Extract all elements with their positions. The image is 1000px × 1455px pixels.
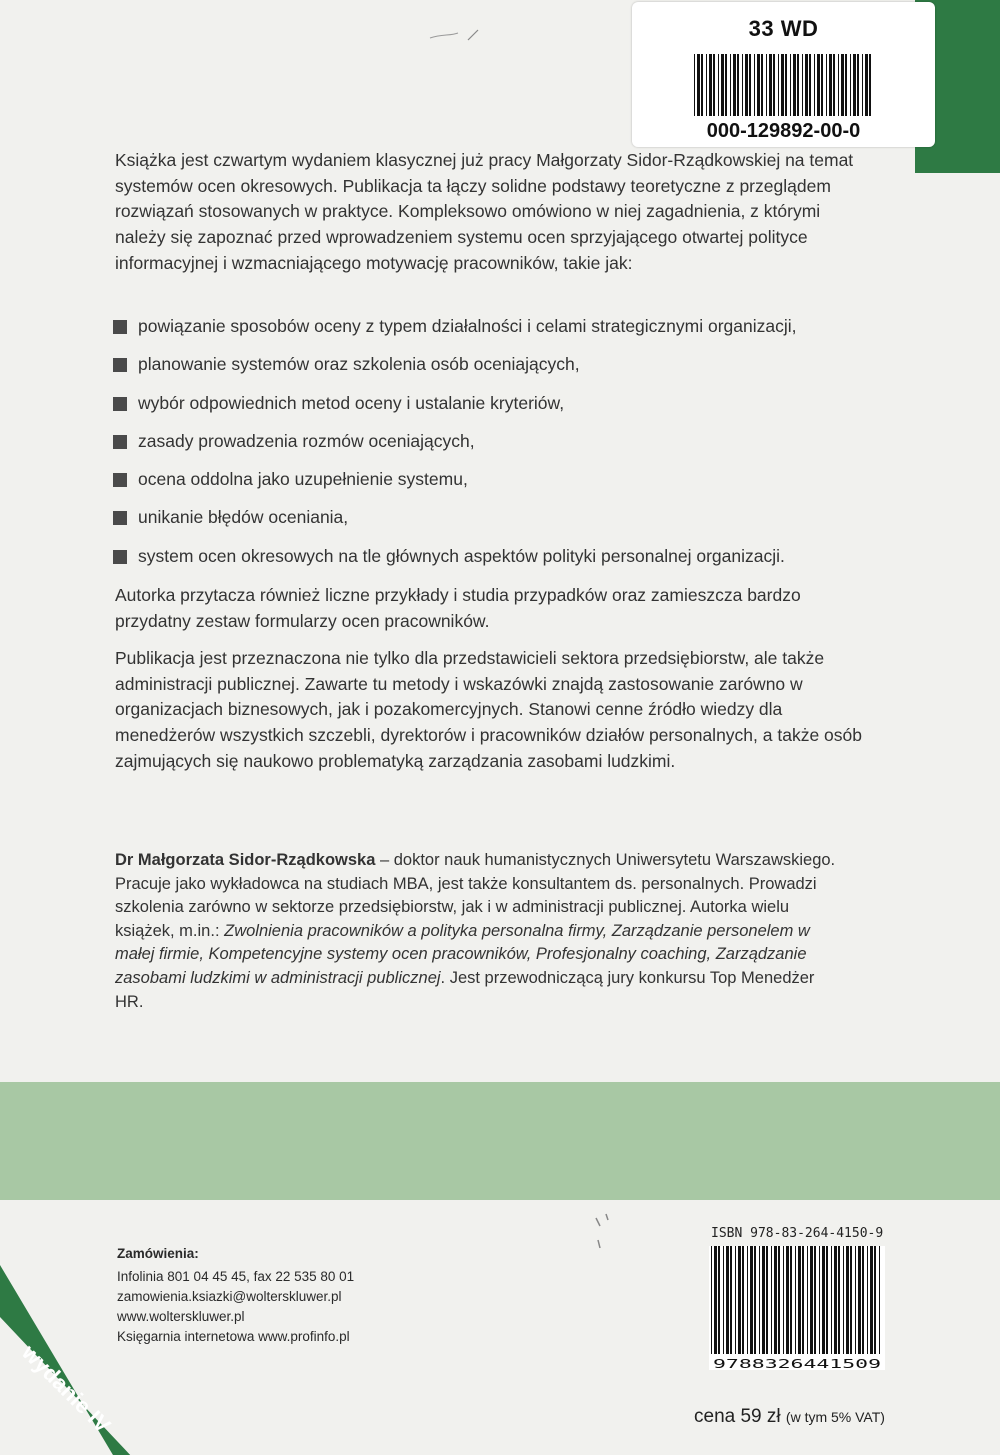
list-item xyxy=(113,350,893,388)
barcode-bar xyxy=(833,54,835,116)
barcode-bar xyxy=(798,1246,801,1354)
barcode-bar xyxy=(790,1246,792,1354)
orders-phone: Infolinia 801 04 45 45, fax 22 535 80 01 xyxy=(117,1269,355,1284)
barcode-bar xyxy=(838,54,839,116)
sticker-code: 33 WD xyxy=(748,16,819,41)
list-item xyxy=(113,312,893,350)
barcode-bar xyxy=(802,54,803,116)
barcode-bar xyxy=(783,1246,784,1354)
author-bio xyxy=(115,849,845,1014)
orders-website: www.wolterskluwer.pl xyxy=(117,1309,245,1324)
list-item xyxy=(113,503,893,541)
barcode-bar xyxy=(737,54,739,116)
barcode-bar xyxy=(814,1246,816,1354)
barcode-bar xyxy=(747,1246,748,1354)
barcode-bar xyxy=(793,54,796,116)
bullet-square-icon xyxy=(113,511,127,525)
barcode-bar xyxy=(829,54,832,116)
barcode-bar xyxy=(745,54,748,116)
barcode-bar xyxy=(862,54,863,116)
barcode-bar xyxy=(721,54,724,116)
barcode-bar xyxy=(857,54,859,116)
barcode-bar xyxy=(838,1246,840,1354)
barcode-bar xyxy=(853,54,856,116)
barcode-bar xyxy=(694,54,695,116)
barcode-bar xyxy=(865,54,868,116)
scuff-mark xyxy=(428,28,488,42)
bullet-square-icon xyxy=(113,473,127,487)
barcode-bar xyxy=(754,54,755,116)
green-band xyxy=(0,1082,1000,1200)
barcode-bar xyxy=(742,1246,744,1354)
intro-paragraph: Książka jest czwartym wydaniem klasycznej już pracy Małgorzaty Sidor-Rządkowskiej na temat systemów ocen okresowych. Publikacja ta łączy solidne podstawy teoretyczne z przeglądem rozwiązań stosowanych w praktyce. Kompleksowo omówiono w niej zagadnienia, z którymi należy się zapoznać przed wprowadzeniem systemu ocen sprzyjającego otwartej polityce informacyjnej i wzmacniającego motywację pracowników, takie jak: xyxy=(115,150,854,273)
barcode-bar xyxy=(826,1246,828,1354)
sticker-barcode xyxy=(692,54,874,116)
barcode-bar xyxy=(714,1246,717,1354)
barcode-bar xyxy=(831,1246,832,1354)
sticker-number: 000-129892-00-0 xyxy=(706,120,861,142)
barcode-bar xyxy=(762,1246,765,1354)
barcode-bar xyxy=(781,54,784,116)
barcode-bar xyxy=(821,54,823,116)
barcode-bar xyxy=(807,1246,808,1354)
barcode-bar xyxy=(814,54,815,116)
barcode-bar xyxy=(841,54,844,116)
library-sticker xyxy=(632,2,935,147)
barcode-bar xyxy=(766,1246,768,1354)
barcode-bar xyxy=(749,54,751,116)
barcode-bar xyxy=(843,1246,844,1354)
topic-list xyxy=(113,312,893,580)
barcode-bar xyxy=(769,54,772,116)
list-item-text: planowanie systemów oraz szkolenia osób oceniających, xyxy=(138,354,580,375)
barcode-bar xyxy=(701,54,703,116)
author-name: Dr Małgorzata Sidor-Rządkowska xyxy=(115,851,376,869)
isbn-label: ISBN 978-83-264-4150-9 xyxy=(711,1226,884,1241)
barcode-bar xyxy=(778,54,779,116)
list-item xyxy=(113,389,893,427)
list-item-text: ocena oddolna jako uzupełnienie systemu, xyxy=(138,469,468,490)
barcode-bar xyxy=(826,54,827,116)
barcode-bar xyxy=(846,1246,849,1354)
barcode-bar xyxy=(706,54,707,116)
orders-bookstore: Księgarnia internetowa www.profinfo.pl xyxy=(117,1329,350,1344)
barcode-bar xyxy=(718,1246,720,1354)
isbn-barcode xyxy=(709,1246,885,1370)
list-item-text: wybór odpowiednich metod oceny i ustalanie kryteriów, xyxy=(138,392,565,413)
list-item xyxy=(113,465,893,503)
list-item-text: system ocen okresowych na tle głównych aspektów polityki personalnej organizacji. xyxy=(138,545,785,566)
barcode-bar xyxy=(725,54,727,116)
orders-email: zamowienia.ksiazki@wolterskluwer.pl xyxy=(117,1289,342,1304)
edition-label: wydanie IV xyxy=(17,1339,116,1438)
list-item-text: unikanie błędów oceniania, xyxy=(138,507,349,528)
barcode-bar xyxy=(805,54,808,116)
author-bio-ending: . Jest przewodniczącą jury konkursu Top Menedżer HR. xyxy=(115,968,815,1011)
barcode-bar xyxy=(757,54,760,116)
list-item xyxy=(113,427,893,465)
barcode-bar xyxy=(810,1246,813,1354)
barcode-bar xyxy=(718,54,719,116)
price xyxy=(694,1406,944,1428)
barcode-bar xyxy=(742,54,743,116)
isbn-digits: 9788326441509 xyxy=(713,1357,881,1370)
list-item xyxy=(113,542,893,580)
barcode-bar xyxy=(797,54,799,116)
barcode-bar xyxy=(778,1246,780,1354)
barcode-bar xyxy=(786,1246,789,1354)
barcode-bar xyxy=(867,1246,868,1354)
barcode-bar xyxy=(766,54,767,116)
barcode-bar xyxy=(858,1246,861,1354)
barcode-bar xyxy=(845,54,847,116)
barcode-bar xyxy=(773,54,775,116)
barcode-bar xyxy=(819,1246,820,1354)
author-books: Zwolnienia pracowników a polityka personalna firmy, Zarządzanie personelem w małej firmie, Kompetencyjne systemy ocen pracowników, Profesjonalny coaching, Zarządzanie zasobami ludzkimi w administracji publicznej xyxy=(115,921,810,987)
barcode-bar xyxy=(785,54,787,116)
list-item-text: powiązanie sposobów oceny z typem działalności i celami strategicznymi organizacji, xyxy=(138,316,797,336)
bullet-square-icon xyxy=(113,320,127,334)
orders-title: Zamówienia: xyxy=(117,1246,199,1261)
author-bio-text: – doktor nauk humanistycznych Uniwersytetu Warszawskiego. Pracuje jako wykładowca na studiach MBA, jest także konsultantem ds. personalnych. Prowadzi szkolenia zarówno w sektorze przedsiębiorstw, jak i w administracji publicznej. Autorka wielu książek, m.in.: xyxy=(115,851,836,940)
barcode-bar xyxy=(730,54,731,116)
barcode-bar xyxy=(802,1246,804,1354)
examples-paragraph: Autorka przytacza również liczne przykłady i studia przypadków oraz zamieszcza bardzo przydatny zestaw formularzy ocen pracowników. xyxy=(115,585,801,631)
barcode-bar xyxy=(711,1246,712,1354)
barcode-bar xyxy=(834,1246,837,1354)
bullet-square-icon xyxy=(113,397,127,411)
barcode-bar xyxy=(754,1246,756,1354)
bullet-square-icon xyxy=(113,358,127,372)
price-vat: (w tym 5% VAT) xyxy=(785,1409,885,1425)
barcode-bar xyxy=(862,1246,864,1354)
barcode-bar xyxy=(723,1246,724,1354)
barcode-bar xyxy=(874,1246,876,1354)
barcode-bar xyxy=(879,1246,880,1354)
barcode-bar xyxy=(738,1246,741,1354)
list-item-text: zasady prowadzenia rozmów oceniających, xyxy=(138,430,475,451)
barcode-bar xyxy=(822,1246,825,1354)
barcode-bar xyxy=(771,1246,772,1354)
barcode-bar xyxy=(697,54,700,116)
barcode-bar xyxy=(790,54,791,116)
barcode-bar xyxy=(855,1246,856,1354)
barcode-bar xyxy=(761,54,763,116)
barcode-bar xyxy=(750,1246,753,1354)
price-main: cena 59 zł xyxy=(694,1406,781,1427)
barcode-bar xyxy=(733,54,736,116)
barcode-bar xyxy=(759,1246,760,1354)
barcode-bar xyxy=(735,1246,736,1354)
barcode-bar xyxy=(809,54,811,116)
barcode-bar xyxy=(870,1246,873,1354)
audience-paragraph: Publikacja jest przeznaczona nie tylko dla przedstawicieli sektora przedsiębiorstw, ale także administracji publicznej. Zawarte tu metody i wskazówki znajdą zastosowanie zarówno w organizacjach biznesowych, jak i pozakomercyjnych. Stanowi cenne źródło wiedzy dla menedżerów wszystkich szczebli, dyrektorów i pracowników działów personalnych, a także osób zajmujących się naukowo problematyką zarządzania zasobami ludzkimi. xyxy=(115,648,862,771)
barcode-bar xyxy=(850,1246,852,1354)
barcode-bar xyxy=(869,54,871,116)
barcode-bar xyxy=(817,54,820,116)
bullet-square-icon xyxy=(113,435,127,449)
bullet-square-icon xyxy=(113,550,127,564)
barcode-bar xyxy=(730,1246,732,1354)
barcode-bar xyxy=(795,1246,796,1354)
barcode-bar xyxy=(709,54,712,116)
barcode-bar xyxy=(713,54,715,116)
barcode-bar xyxy=(726,1246,729,1354)
scuff-mark-lower xyxy=(590,1212,616,1252)
barcode-bar xyxy=(850,54,851,116)
barcode-bar xyxy=(774,1246,777,1354)
